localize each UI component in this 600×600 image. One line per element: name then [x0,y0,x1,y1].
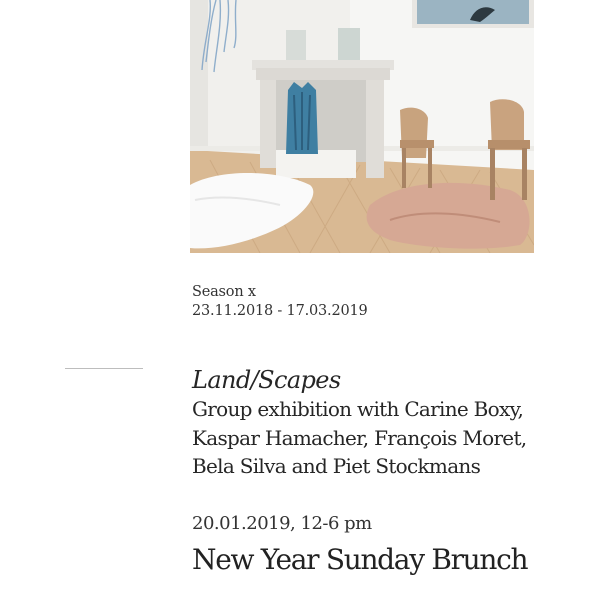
season-dates: 23.11.2018 - 17.03.2019 [192,303,368,319]
exhibition-description-line: Group exhibition with Carine Boxy, [192,397,524,421]
exhibition-description-line: Kaspar Hamacher, François Moret, [192,425,527,450]
exhibition-description-line: Bela Silva and Piet Stockmans [192,454,481,478]
season-info [192,283,368,321]
event-date: 20.01.2019, 12-6 pm [192,513,372,534]
exhibition-title[interactable]: Land/Scapes [192,366,341,394]
hero-image[interactable] [190,0,534,253]
gallery-interior-illustration [190,0,534,253]
event-title[interactable]: New Year Sunday Brunch [192,543,528,576]
section-divider [65,368,143,369]
exhibition-block[interactable] [192,366,552,481]
season-label: Season x [192,284,256,300]
